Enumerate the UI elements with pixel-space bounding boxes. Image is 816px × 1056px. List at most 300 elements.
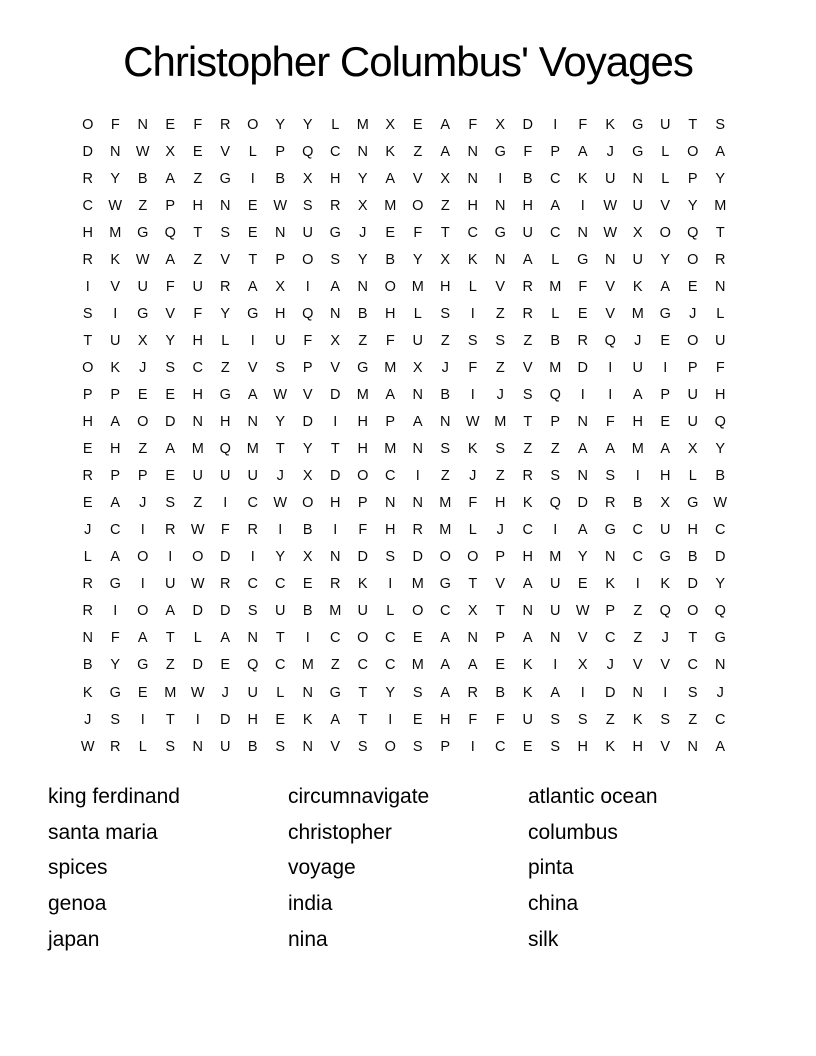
grid-letter: F	[468, 711, 478, 728]
grid-letter: K	[302, 711, 313, 728]
grid-letter: N	[275, 224, 286, 241]
grid-letter: K	[82, 684, 93, 701]
grid-letter: S	[440, 441, 451, 458]
grid-letter: D	[165, 414, 176, 431]
grid-letter: U	[275, 603, 286, 620]
grid-letter: Q	[549, 386, 561, 403]
grid-letter: R	[715, 251, 726, 268]
grid-letter: H	[385, 305, 396, 322]
word-list-item: nina	[288, 927, 328, 951]
grid-letter: D	[522, 116, 533, 133]
grid-letter: N	[550, 630, 561, 647]
word-list-item: voyage	[288, 856, 356, 880]
grid-letter: I	[305, 630, 310, 647]
grid-letter: I	[140, 711, 145, 728]
grid-letter: A	[440, 630, 451, 647]
grid-letter: K	[357, 576, 368, 593]
grid-letter: Y	[220, 305, 231, 322]
grid-letter: H	[192, 197, 203, 214]
grid-letter: E	[687, 278, 698, 295]
grid-letter: J	[276, 468, 284, 485]
grid-letter: F	[468, 359, 478, 376]
grid-letter: F	[605, 414, 615, 431]
grid-letter: P	[82, 386, 93, 403]
grid-letter: K	[577, 170, 588, 187]
grid-letter: G	[659, 305, 671, 322]
grid-letter: I	[498, 170, 503, 187]
grid-letter: U	[165, 576, 176, 593]
grid-letter: K	[605, 738, 616, 755]
grid-letter: I	[580, 197, 585, 214]
grid-letter: W	[135, 143, 150, 160]
grid-letter: D	[330, 386, 341, 403]
grid-letter: V	[605, 278, 616, 295]
grid-letter: U	[687, 414, 698, 431]
grid-letter: Y	[715, 441, 726, 458]
grid-letter: N	[467, 170, 478, 187]
grid-letter: V	[110, 278, 121, 295]
grid-letter: I	[553, 522, 558, 539]
grid-letter: T	[165, 711, 175, 728]
grid-letter: D	[192, 657, 203, 674]
grid-letter: U	[522, 224, 533, 241]
grid-letter: R	[330, 576, 341, 593]
grid-letter: S	[385, 549, 396, 566]
grid-letter: K	[605, 116, 616, 133]
grid-letter: G	[137, 305, 149, 322]
word-search-grid	[74, 111, 734, 760]
grid-letter: A	[330, 278, 341, 295]
word-list-item: india	[288, 892, 333, 916]
grid-letter: K	[632, 711, 643, 728]
grid-letter: W	[273, 495, 288, 512]
grid-letter: I	[168, 549, 173, 566]
grid-letter: C	[330, 630, 341, 647]
grid-letter: S	[412, 684, 423, 701]
grid-letter: E	[137, 684, 148, 701]
grid-letter: E	[247, 197, 258, 214]
grid-letter: E	[82, 495, 93, 512]
grid-letter: N	[632, 684, 643, 701]
grid-letter: J	[606, 143, 614, 160]
grid-letter: W	[190, 684, 205, 701]
grid-letter: L	[551, 251, 560, 268]
grid-letter: I	[663, 684, 668, 701]
grid-letter: V	[495, 278, 506, 295]
word-list-item: genoa	[48, 892, 107, 916]
grid-letter: H	[275, 305, 286, 322]
grid-letter: F	[220, 522, 230, 539]
grid-letter: X	[385, 116, 396, 133]
grid-letter: S	[220, 224, 231, 241]
grid-letter: W	[273, 197, 288, 214]
grid-letter: Y	[275, 549, 286, 566]
grid-letter: A	[220, 630, 231, 647]
grid-letter: A	[522, 576, 533, 593]
grid-letter: S	[550, 738, 561, 755]
grid-letter: F	[578, 278, 588, 295]
grid-letter: S	[660, 711, 671, 728]
grid-letter: A	[110, 414, 121, 431]
grid-letter: I	[250, 549, 255, 566]
grid-letter: I	[195, 711, 200, 728]
grid-letter: O	[467, 549, 479, 566]
word-list	[0, 779, 816, 979]
grid-letter: N	[440, 414, 451, 431]
grid-letter: F	[303, 332, 313, 349]
grid-letter: I	[580, 386, 585, 403]
grid-letter: V	[660, 738, 671, 755]
grid-letter: A	[577, 522, 588, 539]
grid-letter: N	[137, 116, 148, 133]
grid-letter: I	[250, 332, 255, 349]
grid-letter: D	[687, 576, 698, 593]
grid-letter: R	[220, 576, 231, 593]
grid-letter: T	[715, 224, 725, 241]
grid-letter: O	[137, 603, 149, 620]
grid-letter: H	[220, 414, 231, 431]
grid-letter: E	[137, 386, 148, 403]
grid-letter: N	[605, 549, 616, 566]
grid-letter: U	[632, 197, 643, 214]
grid-letter: R	[412, 522, 423, 539]
grid-letter: Y	[275, 414, 286, 431]
grid-letter: T	[193, 224, 203, 241]
grid-letter: M	[384, 359, 397, 376]
grid-letter: Y	[715, 576, 726, 593]
grid-letter: N	[82, 630, 93, 647]
grid-letter: X	[302, 170, 313, 187]
word-list-column	[48, 779, 180, 958]
grid-letter: N	[192, 738, 203, 755]
grid-letter: S	[412, 738, 423, 755]
grid-letter: I	[663, 359, 668, 376]
grid-letter: W	[465, 414, 480, 431]
grid-letter: F	[110, 630, 120, 647]
grid-letter: R	[467, 684, 478, 701]
grid-letter: E	[165, 386, 176, 403]
grid-letter: J	[689, 305, 697, 322]
grid-letter: Z	[523, 332, 533, 349]
grid-letter: B	[137, 170, 148, 187]
grid-letter: N	[385, 495, 396, 512]
word-list-item: circumnavigate	[288, 785, 430, 808]
grid-letter: I	[250, 170, 255, 187]
grid-letter: V	[330, 738, 341, 755]
grid-letter: H	[330, 170, 341, 187]
grid-letter: J	[661, 630, 669, 647]
grid-letter: T	[275, 630, 285, 647]
grid-letter: Y	[687, 197, 698, 214]
grid-letter: K	[522, 657, 533, 674]
grid-letter: Y	[110, 657, 121, 674]
grid-letter: R	[522, 468, 533, 485]
grid-letter: Z	[633, 630, 643, 647]
grid-letter: E	[522, 738, 533, 755]
grid-letter: T	[440, 224, 450, 241]
grid-letter: R	[577, 332, 588, 349]
grid-letter: M	[411, 278, 424, 295]
grid-letter: C	[550, 170, 561, 187]
grid-letter: U	[715, 332, 726, 349]
grid-letter: L	[661, 170, 670, 187]
grid-letter: I	[580, 684, 585, 701]
grid-letter: A	[137, 630, 148, 647]
grid-letter: F	[468, 116, 478, 133]
grid-letter: B	[687, 549, 698, 566]
grid-letter: E	[275, 711, 286, 728]
grid-letter: D	[192, 603, 203, 620]
grid-letter: Y	[715, 170, 726, 187]
grid-letter: Z	[633, 603, 643, 620]
grid-letter: M	[631, 441, 644, 458]
grid-letter: W	[603, 224, 618, 241]
grid-letter: C	[385, 630, 396, 647]
grid-letter: N	[495, 197, 506, 214]
grid-letter: G	[109, 684, 121, 701]
grid-letter: N	[467, 630, 478, 647]
grid-letter: E	[577, 305, 588, 322]
grid-letter: B	[385, 251, 396, 268]
grid-letter: Y	[357, 170, 368, 187]
grid-letter: N	[577, 414, 588, 431]
grid-letter: K	[385, 143, 396, 160]
grid-letter: C	[385, 468, 396, 485]
grid-letter: Z	[165, 657, 175, 674]
grid-letter: M	[164, 684, 177, 701]
grid-letter: A	[330, 711, 341, 728]
grid-letter: P	[110, 468, 121, 485]
grid-letter: A	[550, 684, 561, 701]
grid-letter: H	[577, 738, 588, 755]
grid-letter: B	[82, 657, 93, 674]
grid-letter: G	[659, 549, 671, 566]
grid-letter: Z	[605, 711, 615, 728]
grid-letter: O	[687, 603, 699, 620]
grid-letter: F	[413, 224, 423, 241]
grid-letter: M	[549, 278, 562, 295]
grid-letter: T	[358, 711, 368, 728]
grid-letter: N	[302, 738, 313, 755]
grid-letter: H	[715, 386, 726, 403]
grid-letter: Z	[193, 251, 203, 268]
grid-letter: A	[165, 603, 176, 620]
grid-letter: W	[603, 197, 618, 214]
grid-letter: Z	[193, 170, 203, 187]
grid-letter: P	[165, 197, 176, 214]
grid-letter: N	[247, 630, 258, 647]
grid-letter: B	[495, 684, 506, 701]
grid-letter: G	[687, 495, 699, 512]
grid-letter: L	[83, 549, 92, 566]
grid-letter: C	[522, 522, 533, 539]
grid-letter: G	[329, 684, 341, 701]
grid-letter: J	[469, 468, 477, 485]
grid-letter: F	[165, 278, 175, 295]
grid-letter: A	[660, 441, 671, 458]
grid-letter: U	[247, 468, 258, 485]
grid-letter: C	[632, 522, 643, 539]
grid-letter: E	[220, 657, 231, 674]
grid-letter: A	[660, 278, 671, 295]
grid-letter: H	[385, 522, 396, 539]
grid-letter: O	[687, 332, 699, 349]
grid-letter: N	[412, 386, 423, 403]
grid-letter: P	[687, 170, 698, 187]
grid-letter: K	[522, 684, 533, 701]
grid-letter: D	[302, 414, 313, 431]
grid-letter: D	[715, 549, 726, 566]
grid-letter: B	[275, 170, 286, 187]
grid-letter: O	[659, 224, 671, 241]
grid-letter: J	[496, 522, 504, 539]
grid-letter: V	[247, 359, 258, 376]
grid-letter: I	[635, 576, 640, 593]
grid-letter: R	[110, 738, 121, 755]
grid-letter: B	[632, 495, 643, 512]
grid-letter: M	[356, 386, 369, 403]
grid-letter: F	[110, 116, 120, 133]
grid-letter: V	[220, 251, 231, 268]
grid-letter: E	[385, 224, 396, 241]
grid-letter: K	[110, 359, 121, 376]
grid-letter: A	[577, 441, 588, 458]
word-list-item: japan	[48, 927, 100, 951]
grid-letter: L	[386, 603, 395, 620]
grid-letter: N	[495, 251, 506, 268]
grid-letter: H	[632, 414, 643, 431]
grid-letter: P	[275, 251, 286, 268]
grid-letter: R	[82, 251, 93, 268]
grid-letter: Y	[385, 684, 396, 701]
grid-letter: Z	[495, 305, 505, 322]
grid-letter: P	[302, 359, 313, 376]
grid-letter: Z	[220, 359, 230, 376]
word-list-item: atlantic ocean	[528, 785, 658, 808]
grid-letter: O	[439, 549, 451, 566]
grid-letter: N	[110, 143, 121, 160]
grid-letter: A	[440, 116, 451, 133]
grid-letter: P	[357, 495, 368, 512]
grid-letter: N	[715, 278, 726, 295]
grid-letter: H	[522, 549, 533, 566]
grid-letter: P	[110, 386, 121, 403]
grid-letter: X	[440, 251, 451, 268]
grid-letter: U	[192, 468, 203, 485]
grid-letter: C	[715, 711, 726, 728]
grid-letter: Z	[138, 197, 148, 214]
grid-letter: R	[330, 197, 341, 214]
grid-letter: E	[165, 468, 176, 485]
grid-letter: Z	[413, 143, 423, 160]
grid-letter: U	[605, 170, 616, 187]
grid-letter: L	[716, 305, 725, 322]
grid-letter: Q	[549, 495, 561, 512]
grid-letter: N	[330, 549, 341, 566]
grid-letter: B	[715, 468, 726, 485]
grid-letter: K	[660, 576, 671, 593]
grid-letter: D	[220, 603, 231, 620]
grid-letter: I	[113, 603, 118, 620]
grid-letter: C	[495, 738, 506, 755]
grid-letter: O	[82, 359, 94, 376]
grid-letter: B	[550, 332, 561, 349]
grid-letter: N	[715, 657, 726, 674]
grid-letter: K	[110, 251, 121, 268]
grid-letter: M	[411, 576, 424, 593]
grid-letter: G	[329, 224, 341, 241]
grid-letter: S	[467, 332, 478, 349]
grid-letter: O	[412, 197, 424, 214]
grid-letter: Z	[193, 495, 203, 512]
grid-letter: J	[221, 684, 229, 701]
grid-letter: U	[275, 332, 286, 349]
grid-letter: K	[467, 441, 478, 458]
grid-letter: O	[137, 549, 149, 566]
grid-letter: C	[715, 522, 726, 539]
grid-letter: I	[333, 414, 338, 431]
grid-letter: Y	[660, 251, 671, 268]
grid-letter: L	[138, 738, 147, 755]
grid-letter: O	[137, 414, 149, 431]
grid-letter: Y	[110, 170, 121, 187]
grid-letter: T	[523, 414, 533, 431]
grid-letter: A	[247, 386, 258, 403]
grid-letter: P	[495, 630, 506, 647]
grid-letter: R	[247, 522, 258, 539]
grid-letter: S	[165, 495, 176, 512]
grid-letter: E	[192, 143, 203, 160]
grid-letter: V	[220, 143, 231, 160]
word-list-item: king ferdinand	[48, 785, 180, 808]
grid-letter: G	[137, 657, 149, 674]
word-list-item: spices	[48, 856, 108, 880]
grid-letter: X	[440, 170, 451, 187]
grid-letter: I	[470, 386, 475, 403]
grid-letter: F	[385, 332, 395, 349]
grid-letter: N	[605, 251, 616, 268]
grid-letter: I	[635, 468, 640, 485]
grid-letter: A	[412, 414, 423, 431]
grid-letter: R	[522, 305, 533, 322]
grid-letter: V	[577, 630, 588, 647]
grid-letter: C	[385, 657, 396, 674]
grid-letter: A	[440, 684, 451, 701]
grid-letter: Z	[440, 468, 450, 485]
grid-letter: T	[688, 116, 698, 133]
grid-letter: N	[467, 143, 478, 160]
grid-letter: O	[302, 251, 314, 268]
grid-letter: X	[495, 116, 506, 133]
grid-letter: Q	[302, 143, 314, 160]
grid-letter: H	[357, 414, 368, 431]
grid-letter: A	[385, 170, 396, 187]
grid-letter: C	[357, 657, 368, 674]
grid-letter: O	[82, 116, 94, 133]
grid-letter: F	[193, 116, 203, 133]
grid-letter: H	[660, 468, 671, 485]
grid-letter: P	[605, 603, 616, 620]
grid-letter: U	[137, 278, 148, 295]
grid-letter: H	[357, 441, 368, 458]
grid-letter: D	[82, 143, 93, 160]
grid-letter: Y	[302, 441, 313, 458]
grid-letter: D	[605, 684, 616, 701]
grid-letter: E	[577, 576, 588, 593]
grid-letter: G	[714, 630, 726, 647]
grid-letter: U	[357, 603, 368, 620]
grid-letter: L	[276, 684, 285, 701]
